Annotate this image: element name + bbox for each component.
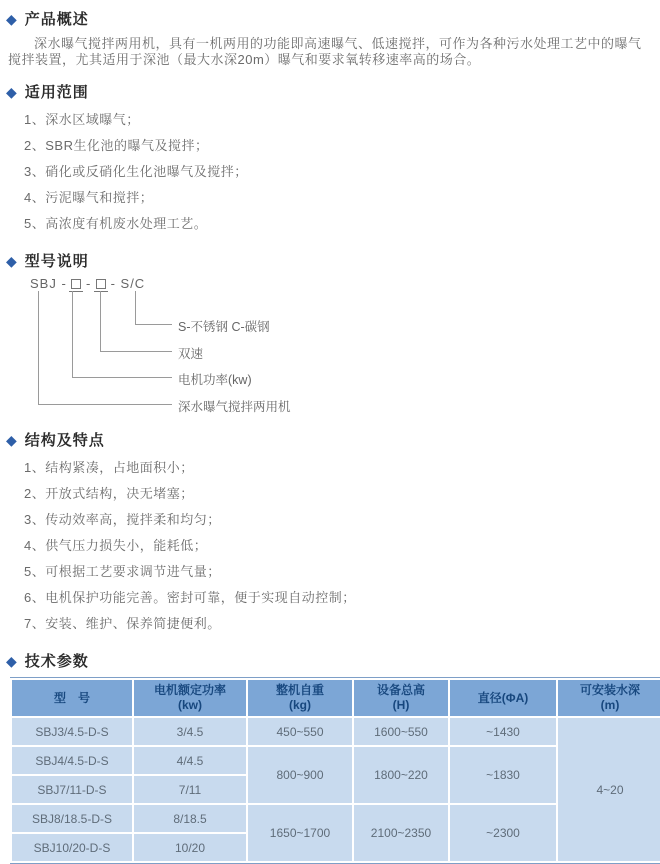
cell-height: 2100~2350 bbox=[354, 805, 448, 861]
list-item: 6、电机保护功能完善。密封可靠，便于实现自动控制； bbox=[24, 590, 356, 605]
section-title-scope bbox=[6, 81, 654, 102]
list-item: 3、传动效率高，搅拌柔和均匀； bbox=[24, 512, 221, 527]
model-label-speed: 双速 bbox=[178, 347, 204, 361]
cell-diameter: ~2300 bbox=[450, 805, 556, 861]
cell-weight: 1650~1700 bbox=[248, 805, 352, 861]
overview-paragraph: 深水曝气搅拌两用机，具有一机两用的功能即高速曝气、低速搅拌，可作为各种污水处理工艺中的曝气搅拌装置，尤其适用于深池（最大水深20m）曝气和要求氧转移速率高的场合。 bbox=[8, 36, 642, 67]
model-code-sep: - bbox=[81, 276, 96, 291]
col-header-power: 电机额定功率 (kw) bbox=[134, 680, 246, 716]
cell-model: SBJ8/18.5-D-S bbox=[12, 805, 132, 832]
col-header-height: 设备总高 (H) bbox=[354, 680, 448, 716]
cell-height: 1600~550 bbox=[354, 718, 448, 745]
section-title-features bbox=[6, 429, 654, 450]
section-title-text: 型号说明 bbox=[24, 253, 89, 270]
model-label-material: S-不锈钢 C-碳钢 bbox=[178, 320, 270, 334]
list-item: 4、供气压力损失小，能耗低； bbox=[24, 538, 208, 553]
cell-power: 3/4.5 bbox=[134, 718, 246, 745]
list-item: 7、安装、维护、保养简捷便利。 bbox=[24, 616, 221, 631]
features-list bbox=[0, 455, 660, 637]
list-item: 4、污泥曝气和搅拌； bbox=[24, 190, 154, 205]
cell-power: 7/11 bbox=[134, 776, 246, 803]
cell-power: 4/4.5 bbox=[134, 747, 246, 774]
list-item: 2、开放式结构，决无堵塞； bbox=[24, 486, 194, 501]
cell-diameter: ~1830 bbox=[450, 747, 556, 803]
col-header-model: 型 号 bbox=[12, 680, 132, 716]
cell-depth: 4~20 bbox=[558, 718, 660, 861]
list-item: 1、结构紧凑，占地面积小； bbox=[24, 460, 194, 475]
diamond-icon: ◆ bbox=[6, 83, 18, 100]
list-item: 5、可根据工艺要求调节进气量； bbox=[24, 564, 221, 579]
diamond-icon: ◆ bbox=[6, 252, 18, 269]
col-header-weight: 整机自重 (kg) bbox=[248, 680, 352, 716]
cell-model: SBJ7/11-D-S bbox=[12, 776, 132, 803]
diamond-icon: ◆ bbox=[6, 652, 18, 669]
model-label-power: 电机功率(kw) bbox=[178, 373, 252, 387]
section-title-text: 产品概述 bbox=[24, 11, 89, 28]
cell-weight: 800~900 bbox=[248, 747, 352, 803]
table-row bbox=[12, 718, 660, 745]
cell-diameter: ~1430 bbox=[450, 718, 556, 745]
cell-power: 10/20 bbox=[134, 834, 246, 861]
specs-table bbox=[10, 677, 660, 864]
section-title-text: 技术参数 bbox=[24, 653, 89, 670]
col-header-depth: 可安装水深 (m) bbox=[558, 680, 660, 716]
cell-model: SBJ4/4.5-D-S bbox=[12, 747, 132, 774]
section-title-model bbox=[6, 250, 654, 271]
model-code-line bbox=[30, 276, 145, 291]
section-title-text: 结构及特点 bbox=[24, 432, 105, 449]
model-placeholder-box bbox=[71, 279, 81, 289]
model-code-prefix: SBJ - bbox=[30, 276, 72, 291]
list-item: 3、硝化或反硝化生化池曝气及搅拌； bbox=[24, 164, 248, 179]
cell-model: SBJ3/4.5-D-S bbox=[12, 718, 132, 745]
diamond-icon: ◆ bbox=[6, 431, 18, 448]
model-code-suffix: - S/C bbox=[105, 276, 146, 291]
list-item: 2、SBR生化池的曝气及搅拌； bbox=[24, 138, 209, 153]
diamond-icon: ◆ bbox=[6, 10, 18, 27]
cell-height: 1800~220 bbox=[354, 747, 448, 803]
scope-list bbox=[0, 107, 660, 237]
section-title-specs bbox=[6, 650, 654, 671]
list-item: 5、高浓度有机废水处理工艺。 bbox=[24, 216, 208, 231]
cell-weight: 450~550 bbox=[248, 718, 352, 745]
model-placeholder-box bbox=[96, 279, 106, 289]
connector-line bbox=[38, 291, 172, 405]
cell-power: 8/18.5 bbox=[134, 805, 246, 832]
section-title-overview bbox=[6, 8, 654, 29]
model-label-name: 深水曝气搅拌两用机 bbox=[178, 400, 291, 414]
table-header-row bbox=[12, 680, 660, 716]
cell-model: SBJ10/20-D-S bbox=[12, 834, 132, 861]
col-header-diameter: 直径(ΦA) bbox=[450, 680, 556, 716]
list-item: 1、深水区域曝气； bbox=[24, 112, 140, 127]
model-code-diagram bbox=[0, 276, 660, 416]
section-title-text: 适用范围 bbox=[24, 84, 89, 101]
